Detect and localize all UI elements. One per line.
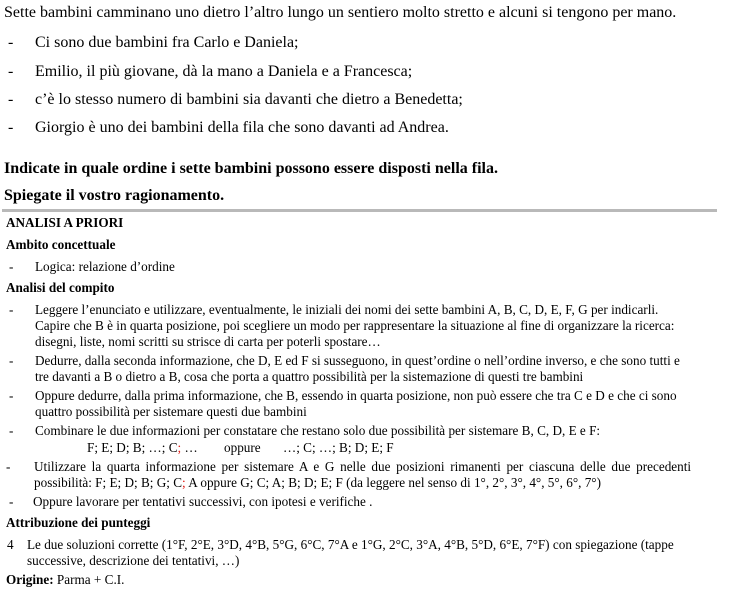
bullet-dash: -	[9, 388, 14, 403]
analysis-title: ANALISI A PRIORI	[6, 215, 124, 230]
ambito-text: Logica: relazione d’ordine	[35, 259, 175, 274]
bullet-dash: -	[9, 494, 14, 509]
score-description: successive, descrizione dei tentativi, …)	[27, 553, 240, 568]
bullet-dash: -	[8, 119, 14, 136]
clue-text: Giorgio è uno dei bambini della fila che sono davanti ad Andrea.	[35, 119, 449, 136]
bullet-dash: -	[9, 259, 14, 274]
compito-text-line: Dedurre, dalla seconda informazione, che D, E ed F si susseguono, in quest’ordine o nell’ordine inverso, e che sono tutti e	[35, 353, 680, 368]
compito-text-line: Capire che B è in quarta posizione, poi scegliere un modo per rappresentare la situazione al fine di organizzare la ricerca:	[35, 318, 675, 333]
origine	[6, 572, 124, 588]
ambito-title: Ambito concettuale	[6, 237, 116, 252]
origine-value: Parma + C.I.	[53, 572, 125, 587]
sequence-a-tail: …	[181, 440, 198, 455]
bullet-dash: -	[9, 302, 14, 317]
clue-text: c’è lo stesso numero di bambini sia davanti che dietro a Benedetta;	[35, 91, 463, 108]
sequence-a	[87, 440, 198, 456]
origine-label: Origine:	[6, 572, 54, 587]
bullet-dash: -	[8, 63, 14, 80]
task-question: Indicate in quale ordine i sette bambini possono essere disposti nella fila.	[4, 160, 498, 177]
section-separator	[2, 209, 717, 212]
highlighted-semicolon: ;	[182, 475, 186, 490]
compito-text-line: Oppure lavorare per tentativi successivi, con ipotesi e verifiche .	[33, 494, 373, 509]
sequence-a-text: F; E; D; B; …; C	[87, 440, 178, 455]
sequence-or: oppure	[224, 440, 261, 455]
score-description: Le due soluzioni corrette (1°F, 2°E, 3°D, 4°B, 5°G, 6°C, 7°A e 1°G, 2°C, 3°A, 4°B, 5°D, 6°E, 7°F) con spiegazione (tappe	[27, 537, 674, 552]
bullet-dash: -	[9, 423, 14, 438]
compito-text-line: tre davanti a B o dietro a B, cosa che porta a quattro possibilità per la sistemazione di questi tre bambini	[35, 369, 584, 384]
compito-text-line: Combinare le due informazioni per constatare che restano solo due possibilità per sistemare B, C, D, E e F:	[35, 423, 601, 438]
compito-text-line: Leggere l’enunciato e utilizzare, eventualmente, le iniziali dei nomi dei sette bambini A, B, C, D, E, F, G per indicarli.	[35, 302, 659, 317]
sequence-b: …; C; …; B; D; E; F	[283, 440, 394, 455]
bullet-dash: -	[8, 34, 14, 51]
compito-text-line: Oppure dedurre, dalla prima informazione, che B, essendo in quarta posizione, non può essere che tra C e D e che ci sono	[35, 388, 677, 403]
bullet-dash: -	[8, 91, 14, 108]
compito-title: Analisi del compito	[6, 280, 115, 295]
score-value: 4	[7, 537, 14, 552]
punteggi-title: Attribuzione dei punteggi	[6, 515, 151, 530]
problem-intro: Sette bambini camminano uno dietro l’altro lungo un sentiero molto stretto e alcuni si tengono per mano.	[4, 4, 677, 21]
clue-text: Emilio, il più giovane, dà la mano a Daniela e a Francesca;	[35, 63, 413, 80]
solution-text: possibilità: F; E; D; B; G; C	[34, 475, 183, 490]
bullet-dash: -	[6, 459, 11, 474]
highlighted-semicolon: ;	[177, 440, 182, 455]
task-explain: Spiegate il vostro ragionamento.	[4, 187, 225, 204]
compito-text-line: Utilizzare la quarta informazione per sistemare A e G nelle due posizioni rimanenti per ciascuna delle due precedenti	[34, 459, 692, 474]
solution-text-tail: A oppure G; C; A; B; D; E; F (da leggere nel senso di 1°, 2°, 3°, 4°, 5°, 6°, 7°)	[185, 475, 601, 490]
compito-text-line: quattro possibilità per sistemare questi due bambini	[35, 404, 307, 419]
compito-text-line	[34, 475, 601, 491]
compito-text-line: disegni, liste, nomi scritti su strisce di carta per poterli spostare…	[35, 334, 381, 349]
clue-text: Ci sono due bambini fra Carlo e Daniela;	[35, 34, 299, 51]
bullet-dash: -	[9, 353, 14, 368]
